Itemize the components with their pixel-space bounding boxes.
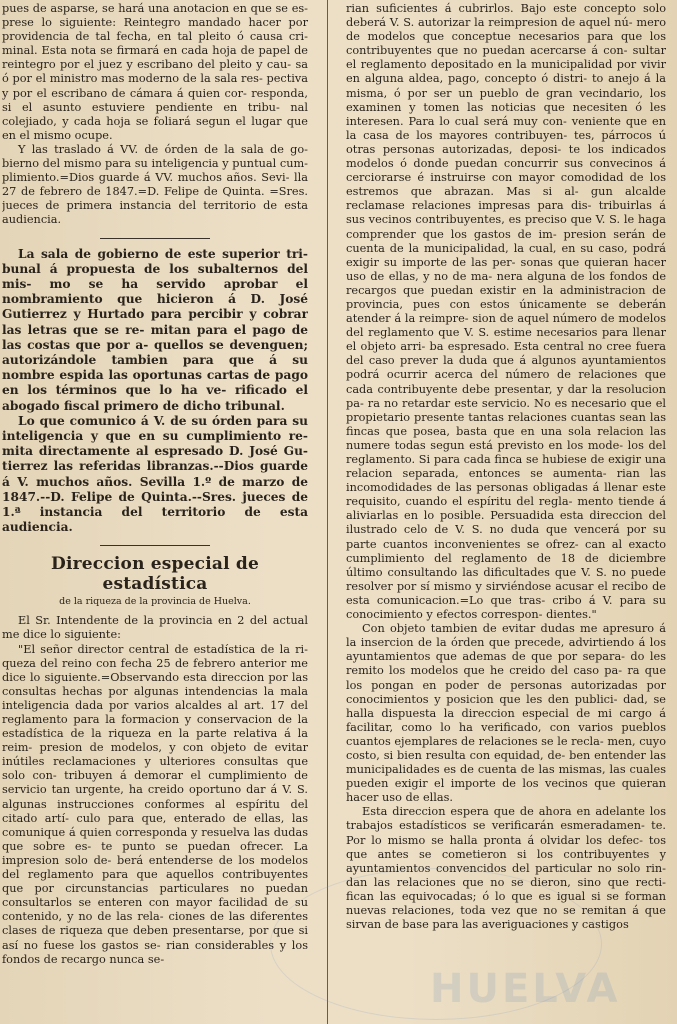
notice-paragraph-2: Lo que comunico á V. de su órden para su inteligencia y que en su cumplimiento re- mita directamente al espresado D. José Gu- tierrez las referidas libranzas.--Dios guarde á V. muchos años. Sevilla 1.º de marzo de 1847.--D. Felipe de Quinta.--Sres. jueces de 1.ª instancia del territorio de esta audiencia. — [2, 413, 308, 535]
right-paragraph-3: Esta direccion espera que de ahora en adelante los trabajos estadísticos se verificarán esmeradamen- te. Por lo mismo se halla pronta á olvidar los defec- tos que antes se cometieron si los contribuyentes y ayuntamientos convencidos del particular no solo rin- dan las relaciones que no se dieron, sino que recti- fican las equivocadas; ó lo que es igual si se forman nuevas relaciones, toda vez que no se remitan á que sirvan de base para las averiguaciones y castigos — [346, 805, 666, 932]
right-column — [346, 2, 666, 1020]
left-paragraph-2: Y las traslado á VV. de órden de la sala de go- bierno del mismo para su inteligencia y puntual cum- plimiento.=Dios guarde á VV. muchos años. Sevi- lla 27 de febrero de 1847.=D. Felipe de Quinta. =Sres. jueces de primera instancia del territorio de esta audiencia. — [2, 142, 308, 227]
section-separator — [100, 238, 210, 239]
left-column — [2, 2, 308, 1020]
left-paragraph-1: pues de asparse, se hará una anotacion en que se es- prese lo siguiente: Reintegro mandado hacer por providencia de tal fecha, en tal pleito ó causa cri- minal. Esta nota se firmará en cada hoja de papel de reintegro por el juez y escribano del pleito y cau- sa ó por el ministro mas moderno de la sala res- pectiva y por el escribano de cámara á quien cor- responda, si el asunto estuviere pendiente en tribu- nal colejiado, y cada hoja se foliará segun el lugar que en el mismo ocupe. — [2, 2, 308, 142]
left-paragraph-3: El Sr. Intendente de la provincia en 2 del actual me dice lo siguiente: — [2, 614, 308, 642]
section-separator-2 — [100, 545, 210, 546]
watermark-text: HUELVA — [430, 966, 621, 1012]
section-subtitle: de la riqueza de la provincia de Huelva. — [59, 596, 251, 608]
section-title: Direccion especial de estadística — [51, 554, 259, 595]
left-paragraph-4: "El señor director central de estadística de la ri- queza del reino con fecha 25 de febrero anterior me dice lo siguiente.=Observando esta direccion por las consultas hechas por algunas intendencias la mala inteligencia dada por varios alcaldes al art. 17 del reglamento para la formacion y conservacion de la estadística de la riqueza en la parte relativa á la reim- presion de modelos, y con objeto de evitar inútiles reclamaciones y ulteriores consultas que solo con- tribuyen á demorar el cumplimiento de servicio tan urgente, ha creido oportuno dar á V. S. algunas instrucciones conformes al espíritu del citado artí- culo para que, enterado de ellas, las comunique á quien corresponda y resuelva las dudas que sobre es- te punto se puedan ofrecer. La impresion solo de- berá entenderse de los modelos del reglamento para que aquellos contribuyentes que por circunstancias particulares no puedan consultarlos se enteren con mayor facilidad de su contenido, y no de las rela- ciones de las diferentes clases de riqueza que deben presentarse, por que si así no fuese los gastos se- rian considerables y los fondos de recargo nunca se- — [2, 642, 308, 966]
column-divider — [327, 0, 328, 1024]
right-paragraph-2: Con objeto tambien de evitar dudas me apresuro á la insercion de la órden que precede, advirtiendo á los ayuntamientos que ademas de que por separa- do les remito los modelos que he creido del caso pa- ra que los pongan en poder de personas autorizadas por conocimientos y posicion que les den publici- dad, se halla dispuesta la direccion especial de mi cargo á facilitar, como lo ha verificado, con varios pueblos cuantos ejemplares de relaciones se le recla- men, cuyo costo, si bien resulta con equidad, de- ben entender las municipalidades es de cuenta de las mismas, las cuales pueden exigir el importe de los vecinos que quieran hacer uso de ellas. — [346, 622, 666, 805]
right-paragraph-1: rian suficientes á cubrirlos. Bajo este concepto solo deberá V. S. autorizar la reimpresion de aquel nú- mero de modelos que conceptue necesarios para que los contribuyentes que no puedan acercarse á con- sultar el reglamento depositado en la municipalidad por vivir en alguna aldea, pago, concepto ó distri- to anejo á la misma, ó por ser un pueblo de gran vecindario, los examinen y tomen las noticias que necesiten ó les interesen. Para lo cual será muy con- veniente que en la casa de los mayores contribuyen- tes, párrocos ú otras personas autorizadas, deposi- te los indicados modelos ó donde puedan concurrir sus convecinos á cerciorarse é instruirse con mayor comodidad de los estremos que abrazan. Mas si al- gun alcalde reclamase relaciones impresas para dis- tribuirlas á sus vecinos contribuyentes, es preciso que V. S. le haga comprender que los gastos de im- presion serán de cuenta de la municipalidad, la cual, en su caso, podrá exigir su importe de las per- sonas que quieran hacer uso de ellas, y no de ma- nera alguna de los fondos de recargos que puedan existir en la administracion de provincia, pues con estos únicamente se deberán atender á la reimpre- sion de aquel número de modelos del reglamento que V. S. estime necesarios para llenar el objeto arri- ba espresado. Esta central no cree fuera del caso prever la duda que á algunos ayuntamientos podrá ocurrir acerca del número de relaciones que cada contribuyente debe presentar, y dar la resolucion pa- ra no retardar este servicio. No es necesario que el propietario presente tantas relaciones cuantas sean las fincas que posea, basta que en una sola relacion las numere todas segun está previsto en los mode- los del reglamento. Si para cada finca se hubiese de exigir una relacion separada, entonces se aumenta- rian las incomodidades de las personas obligadas á llenar este requisito, cuando el espíritu del regla- mento tiende á aliviarlas en lo posible. Persuadida esta direccion del ilustrado celo de V. S. no duda que vencerá por su parte cuantos inconvenientes se ofrez- can al exacto cumplimiento del reglamento de 18 de diciembre último consultando las dificultades que V. S. no puede resolver por sí mismo y sirviéndose acusar el recibo de esta comunicacion.=Lo que tras- cribo á V. para su conocimiento y efectos correspon- dientes." — [346, 2, 666, 622]
notice-paragraph-1: La sala de gobierno de este superior tri- bunal á propuesta de los subalternos del mis- mo se ha servido aprobar el nombramiento que hicieron á D. José Gutierrez y Hurtado para percibir y cobrar las letras que se re- mitan para el pago de las costas que por a- quellos se devenguen; autorizándole tambien para que á su nombre espida las oportunas cartas de pago en los términos que lo ha ve- rificado el abogado fiscal primero de dicho tribunal. — [2, 246, 308, 413]
